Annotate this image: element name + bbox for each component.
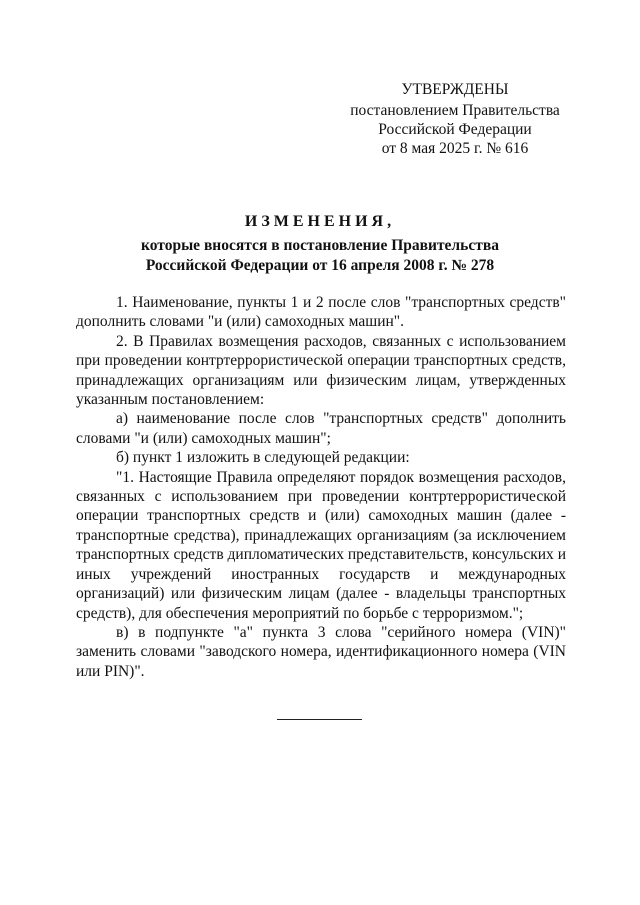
- end-divider: [277, 719, 362, 720]
- approval-title: УТВЕРЖДЕНЫ: [401, 81, 509, 98]
- subtitle-line-2: Российской Федерации от 16 апреля 2008 г. № 278: [145, 257, 495, 274]
- paragraph-2: 2. В Правилах возмещения расходов, связанных с использованием при проведении контртеррористической операции транспортных средств, принадлежащих организациям или физическим лицам, утвержденных указанным постановлением:: [76, 332, 566, 409]
- paragraph-1: 1. Наименование, пункты 1 и 2 после слов "транспортных средств" дополнить словами "и (или) самоходных машин".: [76, 294, 566, 331]
- subtitle-line-1: которые вносятся в постановление Правительства: [141, 237, 499, 254]
- document-title: ИЗМЕНЕНИЯ,: [244, 213, 396, 230]
- approval-line-3: от 8 мая 2025 г. № 616: [381, 140, 529, 157]
- approval-block: [340, 80, 570, 158]
- document-subtitle: [100, 236, 540, 276]
- approval-line-1: постановлением Правительства: [350, 102, 560, 119]
- paragraph-4: б) пункт 1 изложить в следующей редакции:: [116, 449, 410, 467]
- approval-line-2: Российской Федерации: [378, 121, 532, 138]
- paragraph-3: а) наименование после слов "транспортных средств" дополнить словами "и (или) самоходных машин";: [76, 410, 566, 447]
- document-body: [76, 293, 566, 681]
- paragraph-6: в) в подпункте "а" пункта 3 слова "серийного номера (VIN)" заменить словами "заводского номера, идентификационного номера (VIN или PIN)".: [76, 623, 566, 680]
- paragraph-5: "1. Настоящие Правила определяют порядок возмещения расходов, связанных с использованием при проведении контртеррористической операции транспортных средств и (или) самоходных машин (далее - транспортные средства), принадлежащих организациям (за исключением транспортных средств дипломатических представительств, консульских и иных учреждений иностранных государств и международных организаций) или физическим лицам (далее - владельцы транспортных средств), для обеспечения мероприятий по борьбе с терроризмом.";: [76, 468, 566, 622]
